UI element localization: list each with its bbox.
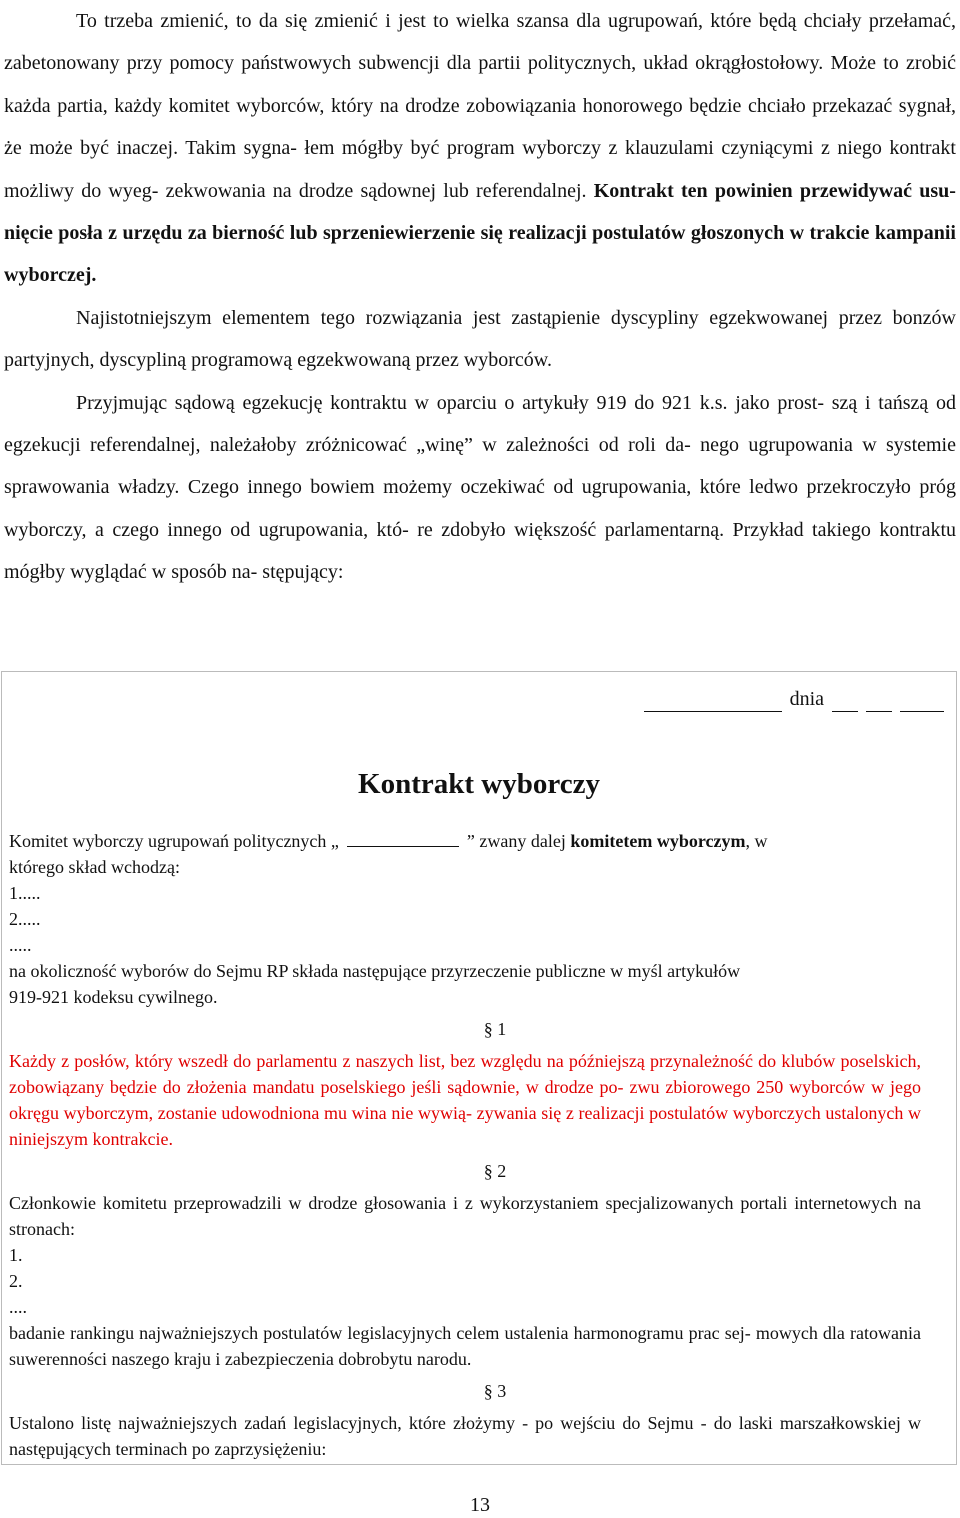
section-2-tail: badanie rankingu najważniejszych postulatów legislacyjnych celem ustalenia harmonogramu prac sej- mowych dla ratowania suwerenności naszego kraju i zabezpieczenia dobrobytu narodu. bbox=[9, 1323, 921, 1369]
section-3-text: Ustalono listę najważniejszych zadań legislacyjnych, które złożymy - po wejściu do Sejmu - do laski marszałkowskiej w następujących terminach po zaprzysiężeniu: bbox=[9, 1413, 921, 1459]
contract-body: Komitet wyborczy ugrupowań politycznych „ ” zwany dalej komitetem wyborczym, w którego skład wchodzą: 1..... 2..... ..... na okoliczność wyborów do Sejmu RP składa następujące przyrzeczenie publiczne w myśl artykułów 919-921 kodeksu cywilnego. § 1 Każdy z posłów, który wszedł do parlamentu z naszych list, bez względu na późniejszą przynależność do klubów poselskich, zobowiązany będzie do złożenia mandatu poselskiego jeśli sądownie, w drodze po- zwu zbiorowego 250 wyborców w jego okręgu wyborczym, zostanie udowodniona mu wina nie wywią- zywania się z realizacji postulatów wyborczych ustalonych w niniejszym kontrakcie. § 2 Członkowie komitetu przeprowadzili w drodze głosowania i z wykorzystaniem specjalizowanych portali internetowych na stronach: 1. 2. .... badanie rankingu najważniejszych postulatów legislacyjnych celem ustalenia harmonogramu prac sej- mowych dla ratowania suwerenności naszego kraju i zabezpieczenia dobrobytu narodu. § 3 Ustalono listę najważniejszych zadań legislacyjnych, które złożymy - po wejściu do Sejmu - do laski marszałkowskiej w następujących terminach po zaprzysiężeniu: bbox=[9, 828, 921, 1462]
date-label: dnia bbox=[789, 688, 824, 710]
member-item: ..... bbox=[9, 935, 32, 955]
list-item: 1. bbox=[9, 1245, 23, 1265]
date-blank bbox=[644, 689, 782, 712]
section-2-mark: § 2 bbox=[483, 1161, 507, 1181]
contract-title: Kontrakt wyborczy bbox=[358, 768, 600, 800]
section-3-mark: § 3 bbox=[483, 1381, 507, 1401]
day-blank bbox=[832, 689, 858, 712]
section-1-text: Każdy z posłów, który wszedł do parlamentu z naszych list, bez względu na późniejszą przynależność do klubów poselskich, zobowiązany będzie do złożenia mandatu poselskiego jeśli sądownie, w drodze po- zwu zbiorowego 250 wyborców w jego okręgu wyborczym, zostanie udowodniona mu wina nie wywią- zywania się z realizacji postulatów wyborczych ustalonych w niniejszym kontrakcie. bbox=[9, 1051, 922, 1149]
list-item: .... bbox=[9, 1297, 27, 1317]
body-text bbox=[4, 0, 956, 594]
paragraph-1: To trzeba zmienić, to da się zmienić i jest to wielka szansa dla ugrupowań, które będą chciały przełamać, zabetonowany przy pomocy państwowych subwencji dla partii politycznych, układ okrągłostołowy. Może to zrobić każda partia, każdy komitet wyborców, który na drodze zobowiązania honorowego będzie chciało przekazać sygnał, że może być inaczej. Takim sygna- łem mógłby być program wyborczy z klauzulami czyniącymi z niego kontrakt możliwy do wyeg- zekwowania na drodze sądownej lub referendalnej. Kontrakt ten powinien przewidywać usu- nięcie posła z urzędu za bierność lub sprzeniewierzenie się realizacji postulatów głoszonych w trakcie kampanii wyborczej. bbox=[4, 10, 957, 287]
date-line bbox=[644, 686, 944, 712]
committee-name-blank bbox=[347, 830, 459, 847]
year-blank bbox=[900, 689, 944, 712]
section-2-text: Członkowie komitetu przeprowadzili w drodze głosowania i z wykorzystaniem specjalizowanych portali internetowych na stronach: bbox=[9, 1193, 921, 1239]
contract-box bbox=[1, 671, 957, 1465]
section-1-mark: § 1 bbox=[483, 1019, 507, 1039]
intro-line: Komitet wyborczy ugrupowań politycznych „ ” zwany dalej komitetem wyborczym, w bbox=[9, 831, 768, 851]
member-item: 2..... bbox=[9, 909, 41, 929]
page-number: 13 bbox=[470, 1494, 490, 1516]
paragraph-2: Najistotniejszym elementem tego rozwiązania jest zastąpienie dyscypliny egzekwowanej przez bonzów partyjnych, dyscypliną programową egzekwowaną przez wyborców. bbox=[4, 306, 956, 372]
month-blank bbox=[866, 689, 892, 712]
bold-clause: Kontrakt ten powinien przewidywać usu- nięcie posła z urzędu za bierność lub sprzeniewierzenie się realizacji postulatów głoszonych w trakcie kampanii wyborczej. bbox=[4, 179, 956, 287]
paragraph-3: Przyjmując sądową egzekucję kontraktu w oparciu o artykuły 919 do 921 k.s. jako prost- szą i tańszą od egzekucji referendalnej, należałoby zróżnicować „winę” w zależności od roli da- nego ugrupowania w systemie sprawowania władzy. Czego innego bowiem możemy oczekiwać od ugrupowania, które ledwo przekroczyło próg wyborczy, a czego innego od ugrupowania, któ- re zdobyło większość parlamentarną. Przykład takiego kontraktu mógłby wyglądać w sposób na- stępujący: bbox=[4, 391, 957, 584]
member-item: 1..... bbox=[9, 883, 41, 903]
list-item: 2. bbox=[9, 1271, 23, 1291]
